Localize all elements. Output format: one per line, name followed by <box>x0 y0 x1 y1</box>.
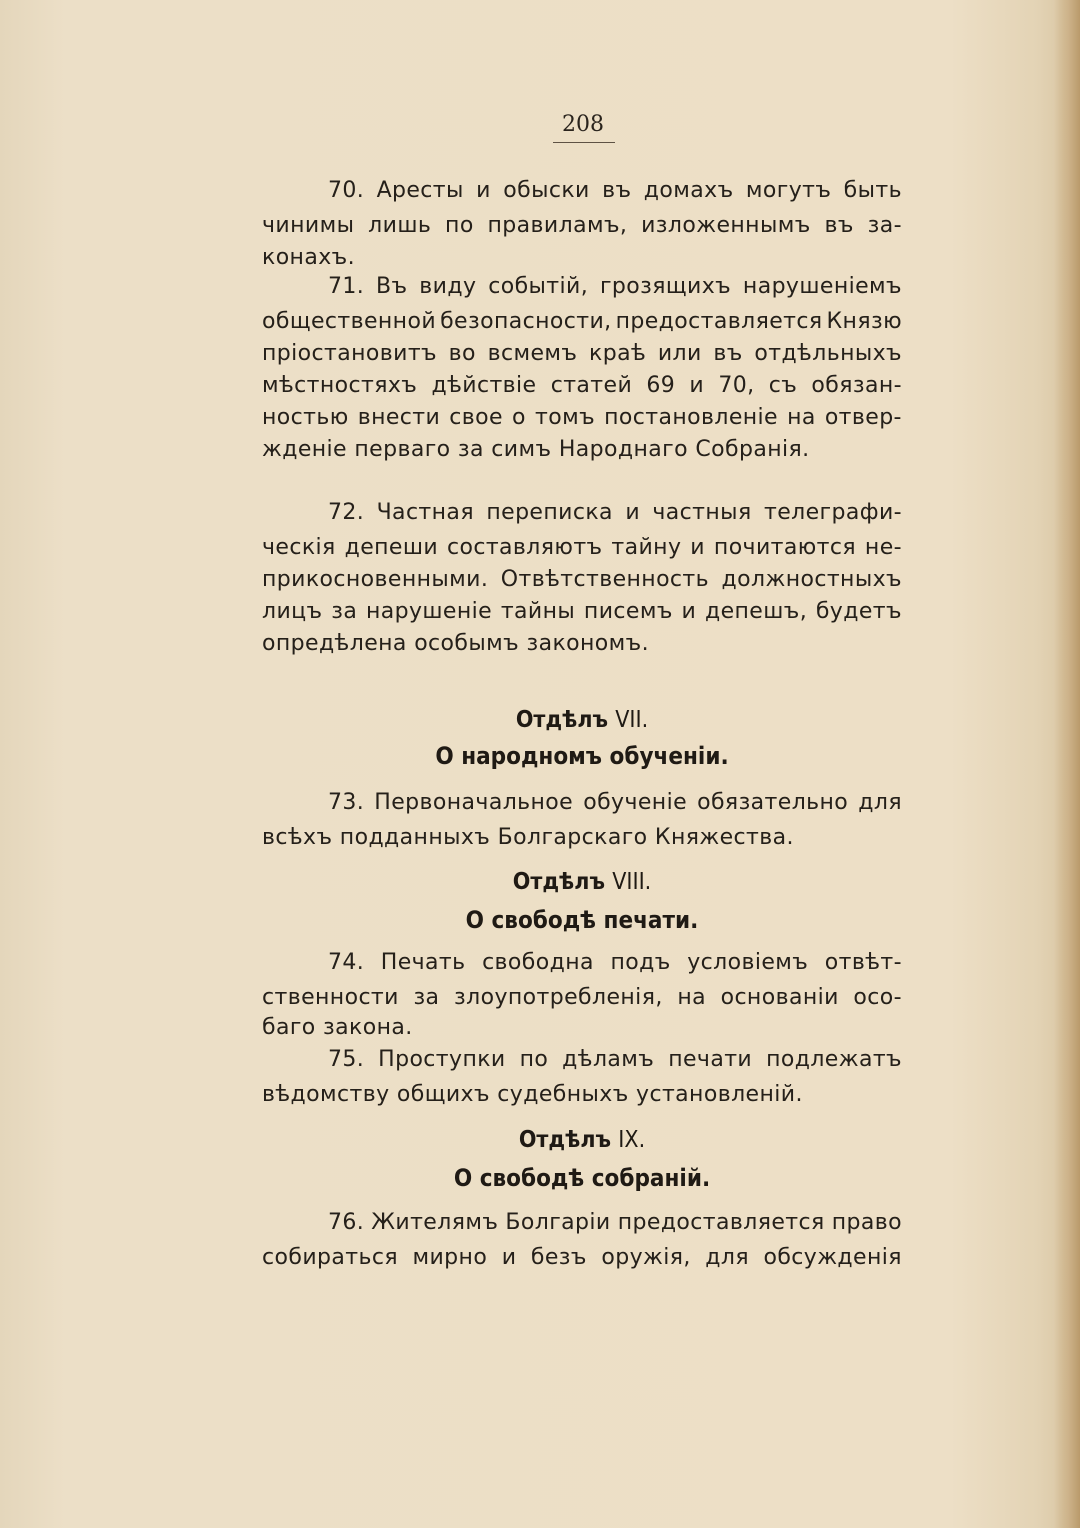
article-71-line-2: общественной безопасности, предоставляется Князю <box>262 309 902 334</box>
section-7-label: Отдѣлъ <box>515 707 609 733</box>
article-72-line-3: прикосновенными. Отвѣтственность должностныхъ <box>262 567 902 592</box>
article-70-line-2: чинимы лишь по правиламъ, изложеннымъ въ за- <box>262 213 902 238</box>
section-8-numeral: VIII. <box>612 869 652 895</box>
page-number: 208 <box>562 112 604 137</box>
article-70-line-3: конахъ. <box>262 245 355 270</box>
article-71-line-3: пріостановитъ во всмемъ краѣ или въ отдѣльныхъ <box>262 341 902 366</box>
article-71-line-1: 71. Въ виду событій, грозящихъ нарушеніемъ <box>328 274 902 299</box>
article-74-line-3: баго закона. <box>262 1015 413 1040</box>
article-74-line-1: 74. Печать свободна подъ условіемъ отвѣт- <box>328 950 902 975</box>
section-9-heading <box>262 1122 902 1158</box>
article-76-line-2: собираться мирно и безъ оружія, для обсужденія <box>262 1245 902 1270</box>
section-7-title: О народномъ обученіи. <box>435 742 729 770</box>
section-9-title: О свободѣ собраній. <box>453 1164 711 1192</box>
article-75-line-2: вѣдомству общихъ судебныхъ установленій. <box>262 1082 803 1107</box>
article-71-line-6: жденіе перваго за симъ Народнаго Собранія. <box>262 437 810 462</box>
article-72-line-2: ческія депеши составляютъ тайну и почитаются не- <box>262 535 902 560</box>
article-70-line-1: 70. Аресты и обыски въ домахъ могутъ быть <box>328 178 902 203</box>
section-8-label: Отдѣлъ <box>512 869 606 895</box>
article-72-line-1: 72. Частная переписка и частныя телеграфи- <box>328 500 902 525</box>
section-9-label: Отдѣлъ <box>518 1127 612 1153</box>
article-74-line-2: ственности за злоупотребленія, на основаніи осо- <box>262 985 902 1010</box>
article-73-line-2: всѣхъ подданныхъ Болгарскаго Княжества. <box>262 825 794 850</box>
section-9-numeral: IX. <box>618 1127 646 1153</box>
section-8-title: О свободѣ печати. <box>465 906 699 934</box>
page-number-rule <box>553 142 615 143</box>
section-7-numeral: VII. <box>615 707 649 733</box>
article-71-line-4: мѣстностяхъ дѣйствіе статей 69 и 70, съ обязан- <box>262 373 902 398</box>
section-8-heading <box>262 864 902 900</box>
article-73-line-1: 73. Первоначальное обученіе обязательно для <box>328 790 902 815</box>
article-72-line-4: лицъ за нарушеніе тайны писемъ и депешъ, будетъ <box>262 599 902 624</box>
article-71-line-5: ностью внести свое о томъ постановленіе на отвер- <box>262 405 902 430</box>
article-72-line-5: опредѣлена особымъ закономъ. <box>262 631 649 656</box>
article-75-line-1: 75. Проступки по дѣламъ печати подлежатъ <box>328 1047 902 1072</box>
section-7-heading <box>262 702 902 738</box>
article-76-line-1: 76. Жителямъ Болгаріи предоставляется право <box>328 1210 902 1235</box>
